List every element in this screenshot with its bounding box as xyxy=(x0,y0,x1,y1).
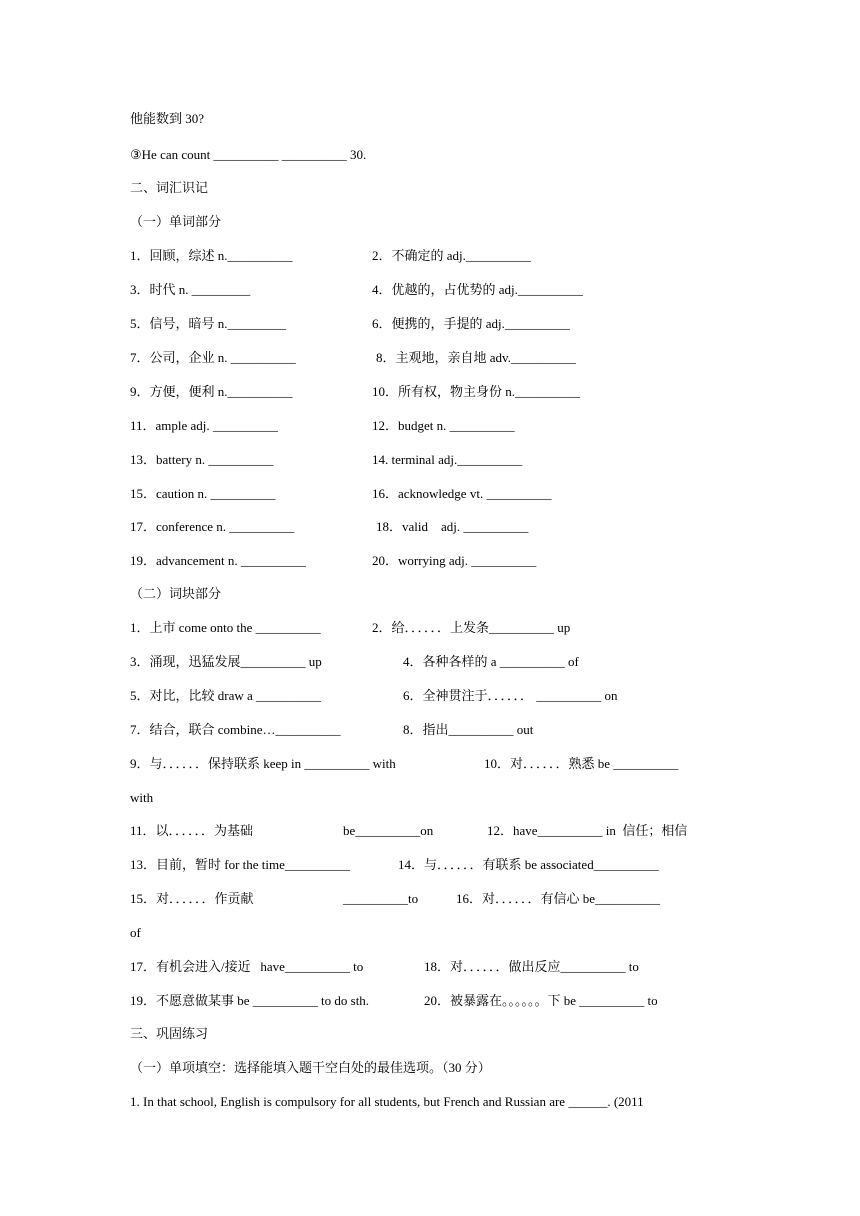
vocab-item: 3．时代 n. _________ xyxy=(130,282,251,297)
phrase-item: 11．以．．．．．．为基础 xyxy=(130,823,254,838)
phrase-item: 15．对．．．．．．作贡献 xyxy=(130,891,254,906)
phrase-item-blank: __________to xyxy=(343,891,419,906)
phrase-item: 16．对．．．．．．有信心 be__________ xyxy=(456,891,661,906)
vocab-item: 7．公司，企业 n. __________ xyxy=(130,350,296,365)
vocab-item: 15．caution n. __________ xyxy=(130,486,276,501)
fill-in-sentence: ③He can count __________ __________ 30. xyxy=(130,147,367,162)
phrase-item-continuation: of xyxy=(130,925,141,940)
vocab-item: 20．worrying adj. __________ xyxy=(372,553,537,568)
phrase-item: 17．有机会进入/接近 have__________ to xyxy=(130,959,364,974)
vocab-item: 19．advancement n. __________ xyxy=(130,553,306,568)
phrase-item: 18．对．．．．．．做出反应__________ to xyxy=(424,959,639,974)
subsection-heading: （二）词块部分 xyxy=(130,586,222,601)
phrase-item: 7．结合，联合 combine…__________ xyxy=(130,722,341,737)
phrase-item: 5．对比，比较 draw a __________ xyxy=(130,688,322,703)
subsection-heading: （一）单词部分 xyxy=(130,214,222,229)
vocab-item: 13．battery n. __________ xyxy=(130,452,274,467)
vocab-item: 2．不确定的 adj.__________ xyxy=(372,248,531,263)
vocab-item: 10．所有权，物主身份 n.__________ xyxy=(372,384,581,399)
phrase-item: 9．与．．．．．．保持联系 keep in __________ with xyxy=(130,756,396,771)
phrase-item: 6．全神贯注于．．．．．． __________ on xyxy=(403,688,618,703)
phrase-item: 19．不愿意做某事 be __________ to do sth. xyxy=(130,993,370,1008)
phrase-item: 20．被暴露在。。。。。。下 be __________ to xyxy=(424,993,658,1008)
vocab-item: 1．回顾，综述 n.__________ xyxy=(130,248,293,263)
phrase-item: 8．指出__________ out xyxy=(403,722,534,737)
vocab-item: 11．ample adj. __________ xyxy=(130,418,278,433)
exercise-instructions: （一）单项填空：选择能填入题干空白处的最佳选项。（30 分） xyxy=(130,1060,491,1075)
phrase-item: 3．涌现，迅猛发展__________ up xyxy=(130,654,322,669)
prompt-chinese: 他能数到 30? xyxy=(130,111,205,126)
vocab-item: 5．信号，暗号 n._________ xyxy=(130,316,287,331)
vocab-item: 8．主观地，亲自地 adv.__________ xyxy=(376,350,576,365)
phrase-item: 2．给．．．．．．上发条__________ up xyxy=(372,620,571,635)
section-heading: 三、巩固练习 xyxy=(130,1026,209,1041)
vocab-item: 12．budget n. __________ xyxy=(372,418,515,433)
vocab-item: 16．acknowledge vt. __________ xyxy=(372,486,552,501)
vocab-item: 18．valid adj. __________ xyxy=(376,519,529,534)
vocab-item: 14. terminal adj.__________ xyxy=(372,452,523,467)
vocab-item: 17．conference n. __________ xyxy=(130,519,295,534)
exercise-question: 1. In that school, English is compulsory for all students, but French and Russian are ______. (2011 xyxy=(130,1094,644,1109)
phrase-item: 10．对．．．．．．熟悉 be __________ xyxy=(484,756,679,771)
section-heading: 二、词汇识记 xyxy=(130,180,209,195)
phrase-item: 1．上市 come onto the __________ xyxy=(130,620,321,635)
phrase-item-blank: be__________on xyxy=(343,823,434,838)
phrase-item: 13．目前，暂时 for the time__________ xyxy=(130,857,350,872)
phrase-item: 12．have__________ in 信任；相信 xyxy=(487,823,688,838)
vocab-item: 6．便携的，手提的 adj.__________ xyxy=(372,316,570,331)
vocab-item: 9．方便，便利 n.__________ xyxy=(130,384,293,399)
phrase-item-continuation: with xyxy=(130,790,154,805)
phrase-item: 14．与．．．．．．有联系 be associated__________ xyxy=(398,857,659,872)
phrase-item: 4．各种各样的 a __________ of xyxy=(403,654,579,669)
vocab-item: 4．优越的，占优势的 adj.__________ xyxy=(372,282,583,297)
